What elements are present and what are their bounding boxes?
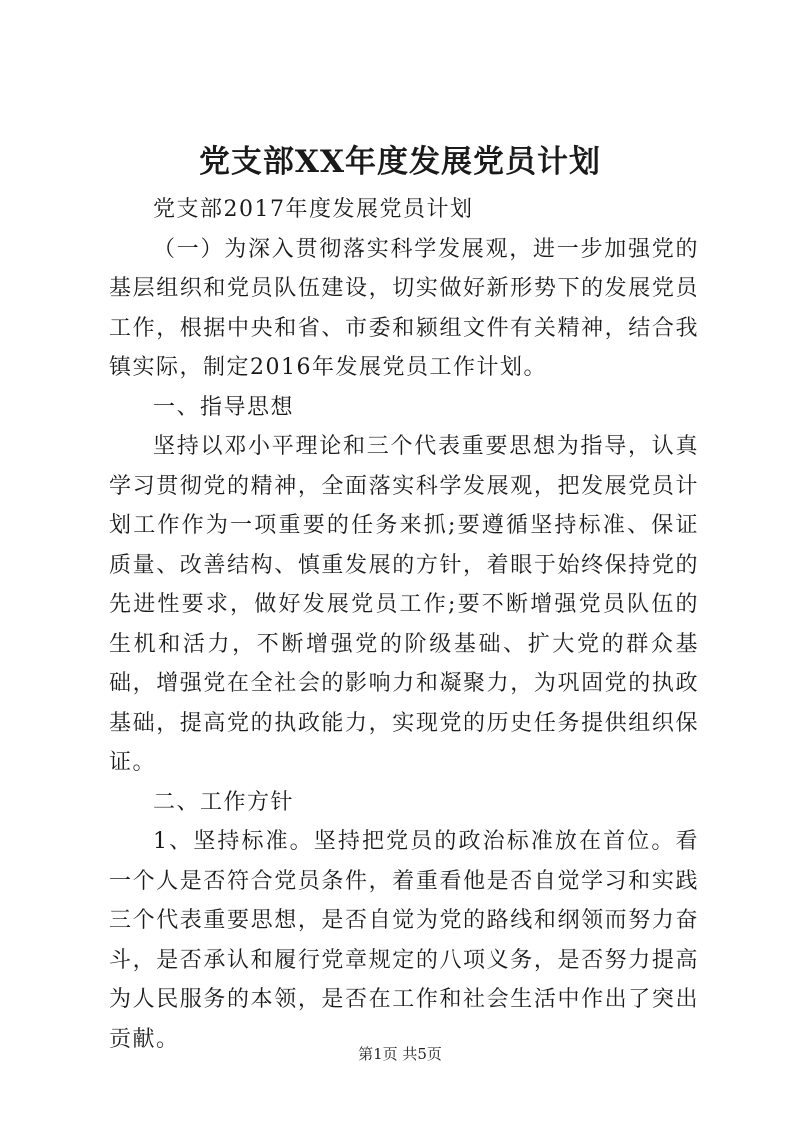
section-heading-work-policy: 二、工作方针	[153, 789, 295, 815]
section-heading-guiding-thought: 一、指导思想	[153, 394, 295, 420]
document-body	[109, 190, 699, 1059]
document-title: 党支部XX年度发展党员计划	[198, 144, 602, 180]
paragraph-intro: （一）为深入贯彻落实科学发展观，进一步加强党的基层组织和党员队伍建设，切实做好新形势下的发展党员工作，根据中央和省、市委和颍组文件有关精神，结合我镇实际，制定2016年发展党员工作计划。	[109, 236, 699, 380]
paragraph-adhere-standards: 1、坚持标准。坚持把党员的政治标准放在首位。看一个人是否符合党员条件，着重看他是否自觉学习和实践三个代表重要思想，是否自觉为党的路线和纲领而努力奋斗，是否承认和履行党章规定的八项义务，是否努力提高为人民服务的本领，是否在工作和社会生活中作出了突出贡献。	[109, 829, 699, 1052]
page-number-footer: 第1页 共5页	[358, 1045, 442, 1063]
paragraph-subtitle: 党支部2017年度发展党员计划	[153, 197, 474, 222]
paragraph-guiding-thought: 坚持以邓小平理论和三个代表重要思想为指导，认真学习贯彻党的精神，全面落实科学发展观，把发展党员计划工作作为一项重要的任务来抓;要遵循坚持标准、保证质量、改善结构、慎重发展的方针，着眼于始终保持党的先进性要求，做好发展党员工作;要不断增强党员队伍的生机和活力，不断增强党的阶级基础、扩大党的群众基础，增强党在全社会的影响力和凝聚力，为巩固党的执政基础，提高党的执政能力，实现党的历史任务提供组织保证。	[109, 434, 699, 775]
